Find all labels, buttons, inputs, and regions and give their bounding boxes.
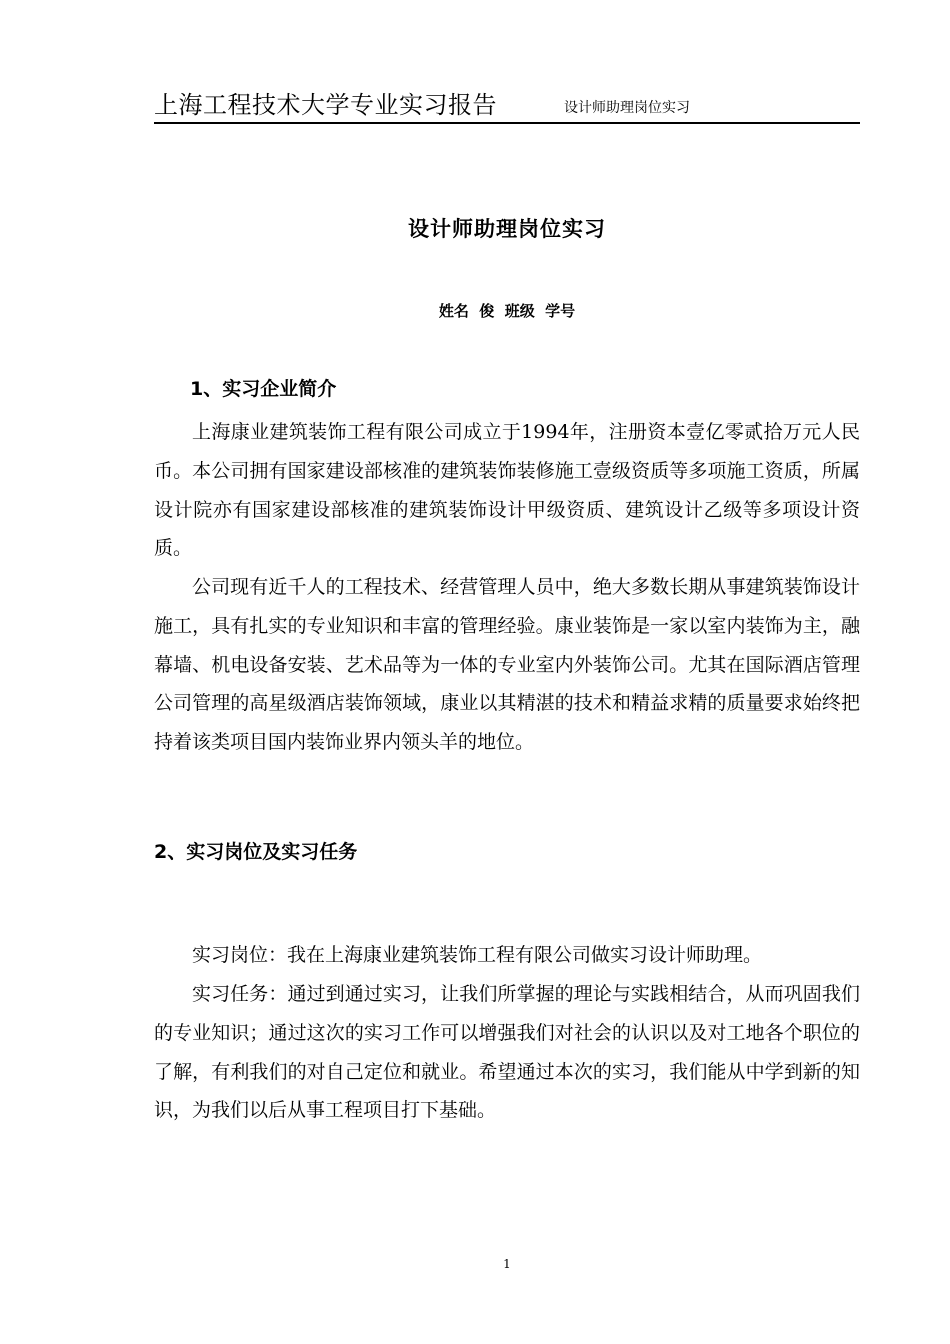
document-title: 设计师助理岗位实习: [408, 217, 606, 241]
header-title: 上海工程技术大学专业实习报告: [154, 91, 497, 119]
paragraph-internship-tasks: 实习任务：通过到通过实习，让我们所掌握的理论与实践相结合，从而巩固我们的专业知识；通过这次的实习工作可以增强我们对社会的认识以及对工地各个职位的了解，有利我们的对自己定位和就业。希望通过本次的实习，我们能从中学到新的知识，为我们以后从事工程项目打下基础。: [154, 983, 860, 1122]
author-line: 姓名 俊 班级 学号: [438, 302, 576, 320]
page-header: [154, 88, 860, 124]
paragraph-company-intro-2: 公司现有近千人的工程技术、经营管理人员中，绝大多数长期从事建筑装饰设计施工，具有扎实的专业知识和丰富的管理经验。康业装饰是一家以室内装饰为主，融幕墙、机电设备安装、艺术品等为一体的专业室内外装饰公司。尤其在国际酒店管理公司管理的高星级酒店装饰领域，康业以其精湛的技术和精益求精的质量要求始终把持着该类项目国内装饰业界内领头羊的地位。: [154, 576, 860, 754]
paragraph-internship-position: 实习岗位：我在上海康业建筑装饰工程有限公司做实习设计师助理。: [192, 944, 763, 966]
header-subtitle: 设计师助理岗位实习: [564, 100, 690, 116]
section-heading-company-intro: 1、实习企业简介: [190, 378, 337, 400]
section-heading-internship-tasks: 2、实习岗位及实习任务: [154, 841, 358, 863]
paragraph-company-intro-1: 上海康业建筑装饰工程有限公司成立于1994年，注册资本壹亿零贰拾万元人民币。本公司拥有国家建设部核准的建筑装饰装修施工壹级资质等多项施工资质，所属设计院亦有国家建设部核准的建筑装饰设计甲级资质、建筑设计乙级等多项设计资质。: [154, 421, 860, 560]
page-number: 1: [503, 1257, 511, 1271]
